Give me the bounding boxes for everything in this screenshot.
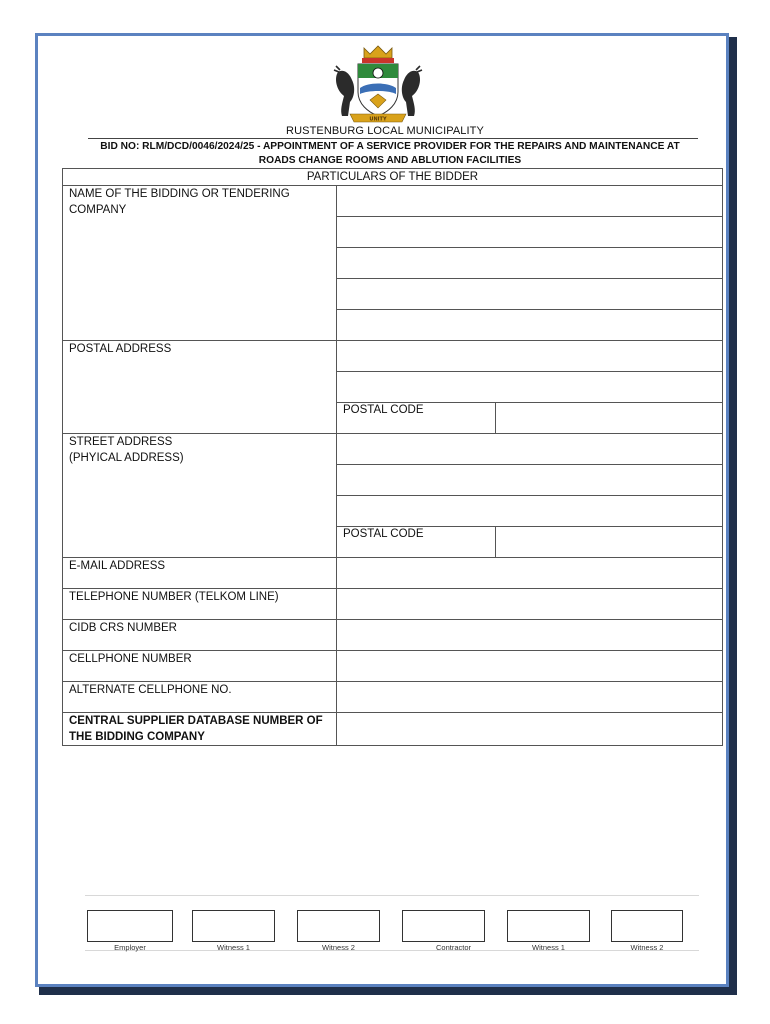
contractor-initial-box[interactable] xyxy=(402,910,485,942)
municipality-name: RUSTENBURG LOCAL MUNICIPALITY xyxy=(286,125,484,137)
contractor-label: Contractor xyxy=(435,943,471,952)
bidder-particulars-table xyxy=(62,168,723,746)
crest-motto: UNITY xyxy=(369,116,387,123)
postal-address-field-2[interactable] xyxy=(337,372,723,403)
company-name-field-2[interactable] xyxy=(337,217,723,248)
company-name-field-4[interactable] xyxy=(337,279,723,310)
witness1-initial-box[interactable] xyxy=(192,910,275,942)
street-address-label-line-2: (PHYICAL ADDRESS) xyxy=(69,452,184,464)
postal-code-label: POSTAL CODE xyxy=(337,403,496,434)
telephone-label: TELEPHONE NUMBER (TELKOM LINE) xyxy=(63,589,337,620)
contractor-witness2-initial-box[interactable] xyxy=(611,910,683,942)
signature-divider-bottom xyxy=(85,950,699,951)
street-address-field-2[interactable] xyxy=(337,465,723,496)
cellphone-field[interactable] xyxy=(337,651,723,682)
contractor-witness2-label: Witness 2 xyxy=(630,943,664,952)
street-address-label xyxy=(63,434,337,558)
email-field[interactable] xyxy=(337,558,723,589)
municipal-crest-logo xyxy=(330,44,426,124)
telephone-field[interactable] xyxy=(337,589,723,620)
table-title: PARTICULARS OF THE BIDDER xyxy=(63,169,723,186)
csd-number-field[interactable] xyxy=(337,713,723,746)
witness2-initial-box[interactable] xyxy=(297,910,380,942)
street-postal-code-label: POSTAL CODE xyxy=(337,527,496,558)
csd-number-label: CENTRAL SUPPLIER DATABASE NUMBER OF THE BIDDING COMPANY xyxy=(63,713,337,746)
contractor-witness1-initial-box[interactable] xyxy=(507,910,590,942)
employer-label: Employer xyxy=(114,943,146,952)
company-name-field-1[interactable] xyxy=(337,186,723,217)
header-rule xyxy=(88,138,698,139)
street-address-label-line-1: STREET ADDRESS xyxy=(69,436,173,448)
postal-address-field-1[interactable] xyxy=(337,341,723,372)
email-label: E-MAIL ADDRESS xyxy=(63,558,337,589)
witness2-label: Witness 2 xyxy=(322,943,355,952)
company-name-label: NAME OF THE BIDDING OR TENDERING COMPANY xyxy=(63,186,337,341)
cidb-label: CIDB CRS NUMBER xyxy=(63,620,337,651)
alt-cellphone-field[interactable] xyxy=(337,682,723,713)
street-address-field-1[interactable] xyxy=(337,434,723,465)
alt-cellphone-label: ALTERNATE CELLPHONE NO. xyxy=(63,682,337,713)
company-name-field-3[interactable] xyxy=(337,248,723,279)
postal-code-field[interactable] xyxy=(496,403,723,434)
signature-divider-top xyxy=(85,895,699,896)
street-postal-code-field[interactable] xyxy=(496,527,723,558)
company-name-field-5[interactable] xyxy=(337,310,723,341)
street-address-field-3[interactable] xyxy=(337,496,723,527)
cidb-field[interactable] xyxy=(337,620,723,651)
bid-title-line-1: BID NO: RLM/DCD/0046/2024/25 - APPOINTMENT OF A SERVICE PROVIDER FOR THE REPAIRS AND MAINTENANCE AT xyxy=(100,141,680,152)
postal-address-label: POSTAL ADDRESS xyxy=(63,341,337,434)
employer-initial-box[interactable] xyxy=(87,910,173,942)
bid-title-line-2: ROADS CHANGE ROOMS AND ABLUTION FACILITIES xyxy=(258,155,522,166)
contractor-witness1-label: Witness 1 xyxy=(532,943,565,952)
witness1-label: Witness 1 xyxy=(217,943,250,952)
cellphone-label: CELLPHONE NUMBER xyxy=(63,651,337,682)
